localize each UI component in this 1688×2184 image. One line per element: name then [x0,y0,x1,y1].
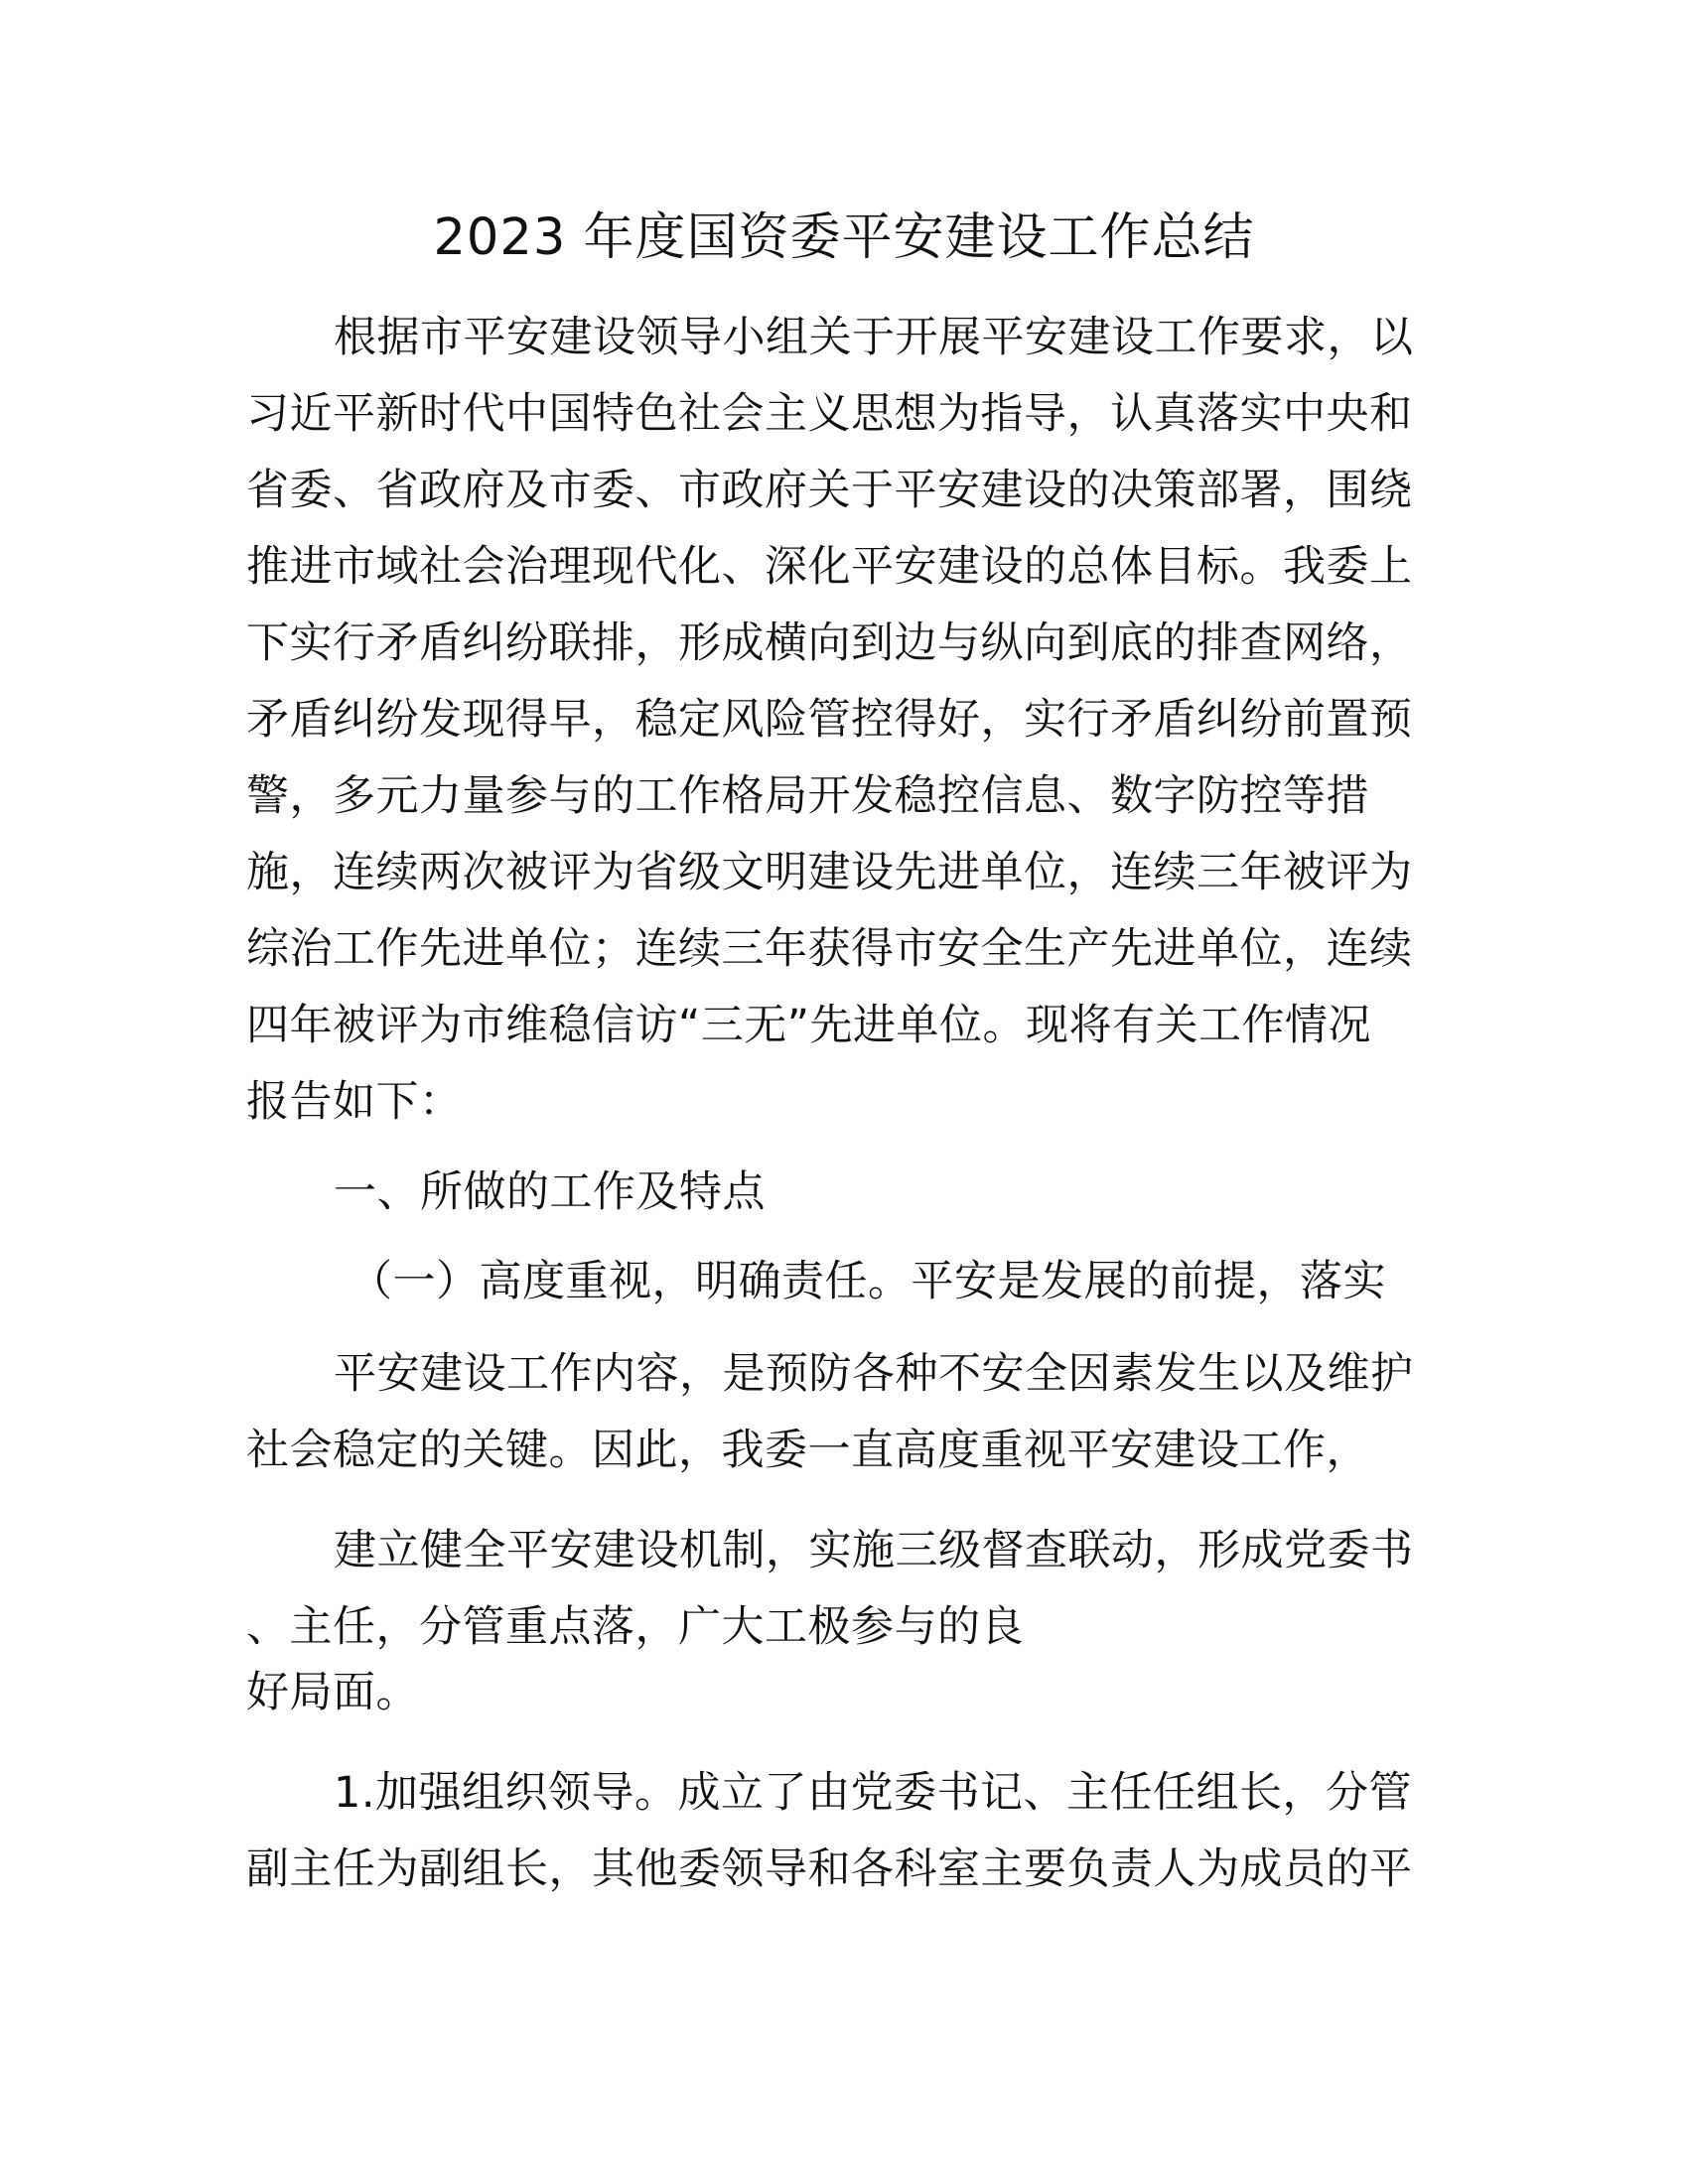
intro-line: 警，多元力量参与的工作格局开发稳控信息、数字防控等措 [246,771,1369,821]
intro-line: 推进市域社会治理现代化、深化平安建设的总体目标。我委上 [246,542,1413,592]
intro-line: 省委、省政府及市委、市政府关于平安建设的决策部署，围绕 [246,466,1413,515]
paragraph-line: 建立健全平安建设机制，实施三级督查联动，形成党委书 [334,1526,1414,1575]
intro-line: 施，连续两次被评为省级文明建设先进单位，连续三年被评为 [246,848,1413,897]
paragraph-line: 社会稳定的关键。因此，我委一直高度重视平安建设工作， [246,1426,1369,1475]
paragraph-line: 、主任，分管重点落，广大工极参与的良 [246,1602,1024,1652]
intro-line: 习近平新时代中国特色社会主义思想为指导，认真落实中央和 [246,389,1413,439]
intro-line: 下实行矛盾纠纷联排，形成横向到边与纵向到底的排查网络， [246,618,1413,668]
subsection-heading: （一）高度重视，明确责任。平安是发展的前提，落实 [350,1257,1386,1306]
intro-line: 矛盾纠纷发现得早，稳定风险管控得好，实行矛盾纠纷前置预 [246,695,1413,745]
intro-line: 综治工作先进单位；连续三年获得市安全生产先进单位，连续 [246,924,1413,974]
section-heading: 一、所做的工作及特点 [334,1167,766,1217]
list-item-line: 副主任为副组长，其他委领导和各科室主要负责人为成员的平 [246,1844,1413,1894]
list-item-line: 1.加强组织领导。成立了由党委书记、主任任组长，分管 [334,1768,1413,1818]
intro-line: 报告如下： [246,1077,463,1127]
intro-line: 四年被评为市维稳信访“三无”先进单位。现将有关工作情况 [246,1001,1372,1050]
paragraph-line: 平安建设工作内容，是预防各种不安全因素发生以及维护 [334,1349,1414,1399]
paragraph-line: 好局面。 [246,1668,419,1717]
document-title: 2023 年度国资委平安建设工作总结 [433,208,1255,267]
intro-line: 根据市平安建设领导小组关于开展平安建设工作要求，以 [334,313,1414,362]
